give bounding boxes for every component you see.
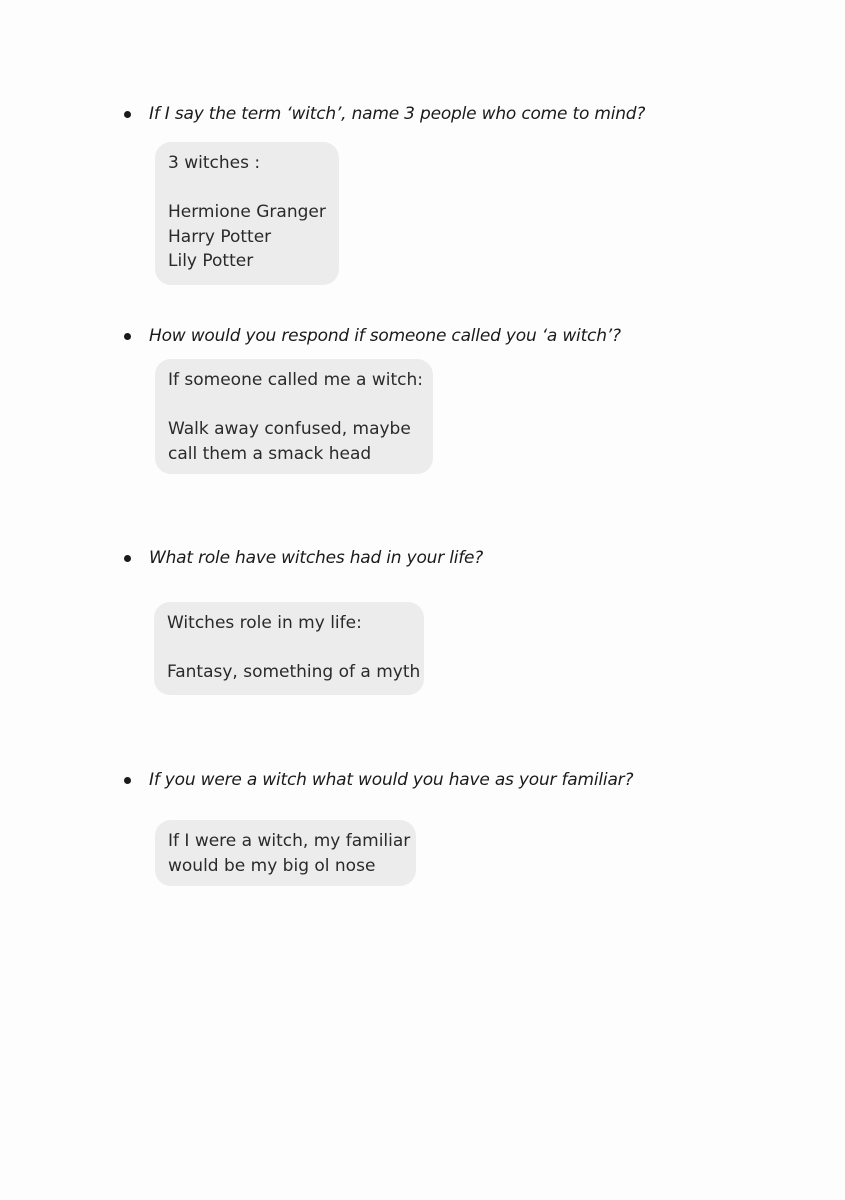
- answer-heading: Witches role in my life:: [167, 613, 362, 633]
- answer-heading: If someone called me a witch:: [168, 370, 423, 390]
- question-text: How would you respond if someone called you ‘a witch’?: [149, 326, 621, 346]
- bullet-icon: [124, 555, 131, 562]
- answer-line: call them a smack head: [168, 443, 372, 464]
- answer-bubble-1: [155, 142, 339, 285]
- answer-line: would be my big ol nose: [168, 855, 376, 876]
- answer-bubble-4: [155, 820, 416, 886]
- answer-bubble-2: [155, 359, 433, 474]
- question-3: [124, 545, 483, 571]
- question-text: If you were a witch what would you have as your familiar?: [149, 770, 634, 790]
- answer-spacer: [168, 393, 419, 418]
- answer-line: Harry Potter: [168, 226, 272, 247]
- question-1: [124, 101, 645, 127]
- bullet-icon: [124, 333, 131, 340]
- question-2: [124, 323, 621, 349]
- question-4: [124, 767, 633, 793]
- answer-line: Lily Potter: [168, 251, 254, 271]
- answer-bubble-3: [154, 602, 424, 695]
- question-text: If I say the term ‘witch’, name 3 people who come to mind?: [149, 104, 646, 124]
- answer-heading: 3 witches :: [168, 153, 261, 173]
- answer-line: Hermione Granger: [168, 202, 326, 222]
- bullet-icon: [124, 111, 131, 118]
- question-text: What role have witches had in your life?: [149, 548, 484, 568]
- answer-spacer: [168, 176, 325, 201]
- answer-line: Walk away confused, maybe: [168, 419, 411, 439]
- answer-spacer: [167, 636, 410, 661]
- answer-line: If I were a witch, my familiar: [168, 831, 411, 851]
- bullet-icon: [124, 777, 131, 784]
- answer-line: Fantasy, something of a myth: [167, 662, 421, 682]
